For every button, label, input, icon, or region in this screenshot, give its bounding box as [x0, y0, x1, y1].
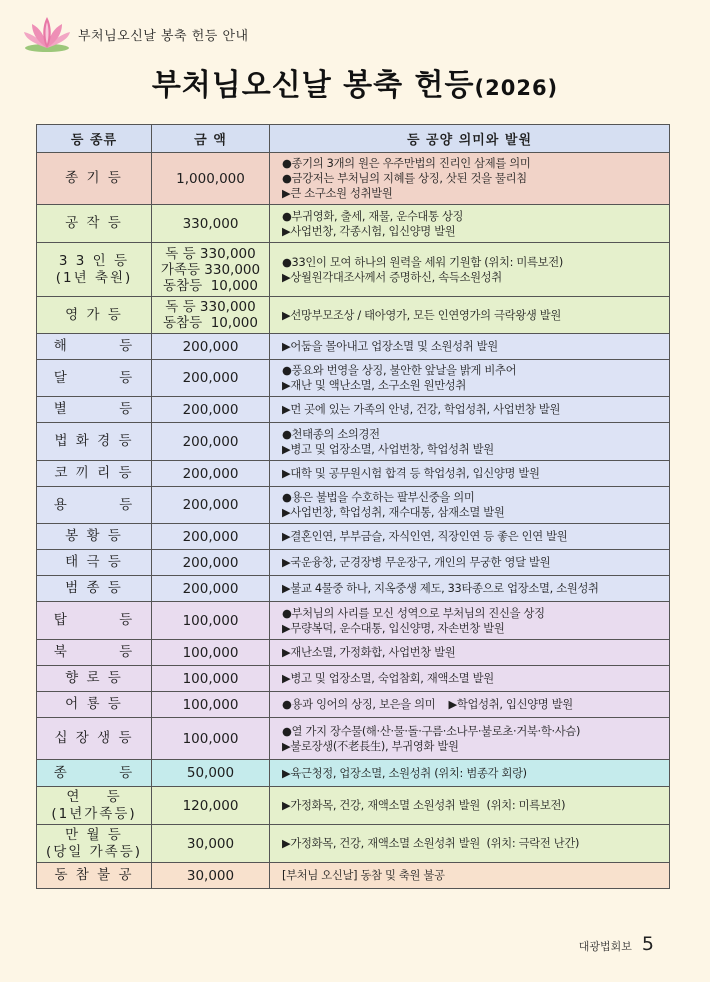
- table-row: [37, 692, 670, 718]
- lantern-price: 200,000: [152, 524, 270, 550]
- lantern-price: 100,000: [152, 602, 270, 640]
- lantern-price: 200,000: [152, 461, 270, 487]
- table-row: [37, 666, 670, 692]
- table-row: [37, 718, 670, 760]
- lantern-meaning: ▶국운융창, 군경장병 무운장구, 개인의 무궁한 영달 발원: [270, 550, 670, 576]
- column-header-meaning: 등 공양 의미와 발원: [270, 125, 670, 153]
- lantern-price: 200,000: [152, 334, 270, 360]
- title-main: 부처님오신날 봉축 헌등: [151, 68, 475, 103]
- table-row: [37, 787, 670, 825]
- page-header: [22, 14, 249, 54]
- lantern-meaning: ●부귀영화, 출세, 재물, 운수대통 상징 ▶사업번창, 각종시험, 입신양명 발원: [270, 205, 670, 243]
- lantern-meaning: ▶불교 4물중 하나, 지옥중생 제도, 33타종으로 업장소멸, 소원성취: [270, 576, 670, 602]
- lantern-meaning: ▶병고 및 업장소멸, 숙업참회, 재액소멸 발원: [270, 666, 670, 692]
- lantern-name: 종 등: [37, 760, 152, 787]
- lantern-meaning: ▶선망부모조상 / 태아영가, 모든 인연영가의 극락왕생 발원: [270, 297, 670, 334]
- table-row: [37, 550, 670, 576]
- lantern-name: 연 등 (1년가족등): [37, 787, 152, 825]
- lantern-name: 향 로 등: [37, 666, 152, 692]
- lantern-meaning: ▶육근청정, 업장소멸, 소원성취 (위치: 범종각 회랑): [270, 760, 670, 787]
- lantern-price: 120,000: [152, 787, 270, 825]
- table-body: [37, 153, 670, 889]
- column-header-price: 금 액: [152, 125, 270, 153]
- table-row: [37, 640, 670, 666]
- table-row: [37, 153, 670, 205]
- lantern-meaning: ●열 가지 장수물(해·산·물·돌·구름·소나무·불로초·거북·학·사슴) ▶불로장생(不老長生), 부귀영화 발원: [270, 718, 670, 760]
- lantern-name: 별 등: [37, 397, 152, 423]
- table-row: [37, 461, 670, 487]
- lantern-name: 용 등: [37, 487, 152, 524]
- lantern-meaning: ▶결혼인연, 부부금슬, 자식인연, 직장인연 등 좋은 인연 발원: [270, 524, 670, 550]
- table-row: [37, 397, 670, 423]
- table-header-row: [37, 125, 670, 153]
- table-row: [37, 487, 670, 524]
- lantern-name: 태 극 등: [37, 550, 152, 576]
- table-row: [37, 863, 670, 889]
- lantern-price: 200,000: [152, 360, 270, 397]
- lantern-price: 200,000: [152, 397, 270, 423]
- lantern-price: 100,000: [152, 640, 270, 666]
- lantern-price: 1,000,000: [152, 153, 270, 205]
- table-row: [37, 825, 670, 863]
- lantern-price: 30,000: [152, 825, 270, 863]
- lantern-name: 동 참 불 공: [37, 863, 152, 889]
- lantern-price: 30,000: [152, 863, 270, 889]
- lantern-price: 200,000: [152, 550, 270, 576]
- lantern-price: 200,000: [152, 487, 270, 524]
- lantern-name: 봉 황 등: [37, 524, 152, 550]
- table-row: [37, 423, 670, 461]
- lantern-meaning: ●종기의 3개의 원은 우주만법의 진리인 삼제를 의미 ●금강저는 부처님의 지혜를 상징, 삿된 것을 물리침 ▶큰 소구소원 성취발원: [270, 153, 670, 205]
- lantern-name: 영 가 등: [37, 297, 152, 334]
- lantern-price: 100,000: [152, 718, 270, 760]
- lantern-meaning: ▶가정화목, 건강, 재액소멸 소원성취 발원 (위치: 미륵보전): [270, 787, 670, 825]
- page-footer: [579, 933, 654, 955]
- lantern-name: 3 3 인 등 (1년 축원): [37, 243, 152, 297]
- lantern-name: 탑 등: [37, 602, 152, 640]
- lantern-name: 만 월 등 (당일 가족등): [37, 825, 152, 863]
- table-row: [37, 243, 670, 297]
- table-row: [37, 576, 670, 602]
- lantern-price: 200,000: [152, 423, 270, 461]
- lantern-meaning: ▶먼 곳에 있는 가족의 안녕, 건강, 학업성취, 사업번창 발원: [270, 397, 670, 423]
- header-text: 부처님오신날 봉축 헌등 안내: [78, 28, 249, 44]
- lantern-price: 100,000: [152, 666, 270, 692]
- lantern-meaning: [부처님 오신날] 동참 및 축원 불공: [270, 863, 670, 889]
- lantern-table: [36, 124, 670, 889]
- lantern-meaning: ▶가정화목, 건강, 재액소멸 소원성취 발원 (위치: 극락전 난간): [270, 825, 670, 863]
- page-title: [0, 60, 710, 110]
- lantern-price: 200,000: [152, 576, 270, 602]
- lantern-meaning: ▶재난소멸, 가정화합, 사업번창 발원: [270, 640, 670, 666]
- lantern-meaning: ▶대학 및 공무원시험 합격 등 학업성취, 입신양명 발원: [270, 461, 670, 487]
- title-year: (2026): [474, 76, 559, 100]
- column-header-type: 등 종류: [37, 125, 152, 153]
- lantern-meaning: ●천태종의 소의경전 ▶병고 및 업장소멸, 사업번창, 학업성취 발원: [270, 423, 670, 461]
- lantern-name: 달 등: [37, 360, 152, 397]
- lotus-icon: [22, 14, 72, 54]
- page-number: 5: [641, 933, 654, 955]
- table-row: [37, 602, 670, 640]
- lantern-name: 어 룡 등: [37, 692, 152, 718]
- lantern-meaning: ●용과 잉어의 상징, 보은을 의미 ▶학업성취, 입신양명 발원: [270, 692, 670, 718]
- lantern-price: 330,000: [152, 205, 270, 243]
- lantern-name: 공 작 등: [37, 205, 152, 243]
- lantern-name: 코 끼 리 등: [37, 461, 152, 487]
- lantern-meaning: ▶어둠을 몰아내고 업장소멸 및 소원성취 발원: [270, 334, 670, 360]
- publication-name: 대광법회보: [578, 940, 632, 953]
- lantern-price: 독 등 330,000 가족등 330,000 동참등 10,000: [152, 243, 270, 297]
- lantern-name: 범 종 등: [37, 576, 152, 602]
- lantern-name: 해 등: [37, 334, 152, 360]
- lantern-name: 북 등: [37, 640, 152, 666]
- lantern-meaning: ●풍요와 번영을 상징, 불안한 앞날을 밝게 비추어 ▶재난 및 액난소멸, 소구소원 원만성취: [270, 360, 670, 397]
- table-row: [37, 205, 670, 243]
- lantern-meaning: ●33인이 모여 하나의 원력을 세워 기원함 (위치: 미륵보전) ▶상월원각대조사께서 증명하신, 속득소원성취: [270, 243, 670, 297]
- lantern-name: 십 장 생 등: [37, 718, 152, 760]
- lantern-meaning: ●용은 불법을 수호하는 팔부신중을 의미 ▶사업번창, 학업성취, 재수대통, 삼재소멸 발원: [270, 487, 670, 524]
- lantern-price: 50,000: [152, 760, 270, 787]
- lantern-meaning: ●부처님의 사리를 모신 성역으로 부처님의 진신을 상징 ▶무량복덕, 운수대통, 입신양명, 자손번창 발원: [270, 602, 670, 640]
- lantern-name: 법 화 경 등: [37, 423, 152, 461]
- table-row: [37, 524, 670, 550]
- table-row: [37, 334, 670, 360]
- lantern-name: 종 기 등: [37, 153, 152, 205]
- table-row: [37, 360, 670, 397]
- table-row: [37, 297, 670, 334]
- table-row: [37, 760, 670, 787]
- lantern-price: 독 등 330,000 동참등 10,000: [152, 297, 270, 334]
- lantern-price: 100,000: [152, 692, 270, 718]
